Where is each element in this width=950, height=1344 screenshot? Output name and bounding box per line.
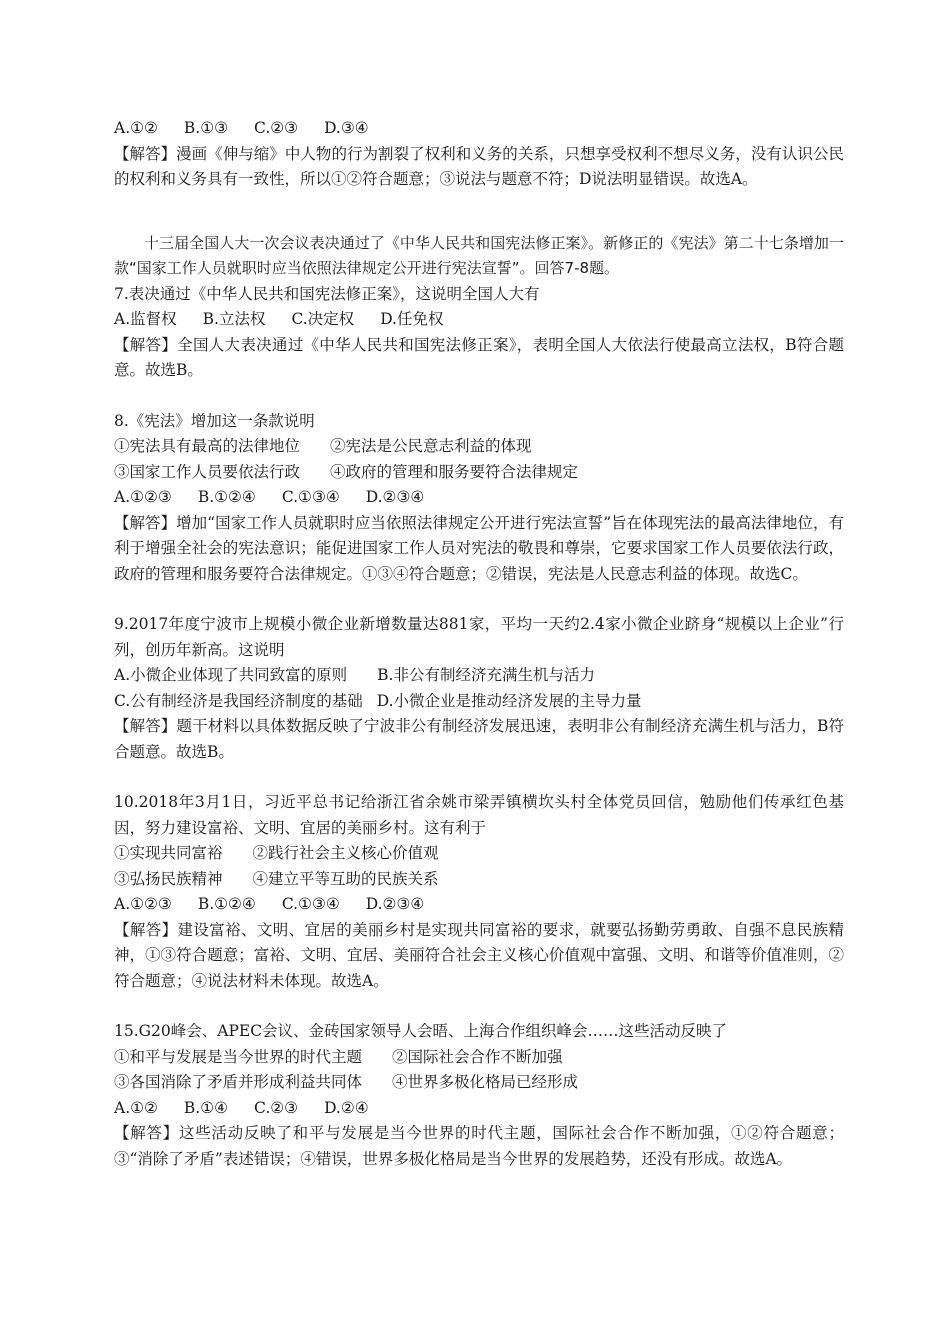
q10-option-a: A.①②③ — [114, 895, 172, 913]
q7-stem: 7.表决通过《中华人民共和国宪法修正案》，这说明全国人大有 — [114, 284, 540, 303]
q8-options — [114, 485, 844, 511]
q8-answer: 【解答】增加“国家工作人员就职时应当依照法律规定公开进行宪法宣誓”旨在体现宪法的最高法律地位，有利于增强全社会的宪法意识；能促进国家工作人员对宪法的敬畏和尊崇，它要求国家工作人员要依法行政，政府的管理和服务要符合法律规定。①③④符合题意；②错误，宪法是人民意志利益的体现。故选C。 — [114, 513, 844, 583]
q8-option-b: B.①②④ — [197, 488, 256, 506]
q7-option-d: D.任免权 — [380, 310, 444, 328]
q9-option-d: D.小微企业是推动经济发展的主导力量 — [376, 691, 642, 710]
q15-items-row-2 — [114, 1070, 844, 1096]
q6-option-a: A.①② — [114, 119, 158, 137]
q7-answer: 【解答】全国人大表决通过《中华人民共和国宪法修正案》，表明全国人大依法行使最高立法权，B符合题意。故选B。 — [114, 335, 844, 379]
q8-option-a: A.①②③ — [114, 488, 172, 506]
q8-item-4: ④政府的管理和服务要符合法律规定 — [330, 462, 579, 481]
q10-items-row-1 — [114, 841, 844, 867]
q8-items-row-1 — [114, 434, 844, 460]
q6-answer: 【解答】漫画《伸与缩》中人物的行为割裂了权利和义务的关系，只想享受权利不想尽义务，没有认识公民的权利和义务具有一致性，所以①②符合题意；③说法与题意不符；D说法明显错误。故选A。 — [114, 144, 844, 188]
q8-option-c: C.①③④ — [281, 488, 340, 506]
q10-answer: 【解答】建设富裕、文明、宜居的美丽乡村是实现共同富裕的要求，就要弘扬勤劳勇敢、自强不息民族精神，①③符合题意；富裕、文明、宜居、美丽符合社会主义核心价值观中富强、文明、和谐等价值准则，②符合题意；④说法材料未体现。故选A。 — [114, 920, 844, 990]
q15-option-d: D.②④ — [324, 1098, 369, 1117]
q10-stem: 10.2018年3月1日，习近平总书记给浙江省余姚市梁弄镇横坎头村全体党员回信，勉励他们传承红色基因，努力建设富裕、文明、宜居的美丽乡村。这有利于 — [114, 793, 844, 837]
q15-items-row-1 — [114, 1045, 844, 1071]
q9-stem: 9.2017年度宁波市上规模小微企业新增数量达881家，平均一天约2.4家小微企业跻身“规模以上企业”行列，创历年新高。这说明 — [114, 615, 844, 659]
q7-option-a: A.监督权 — [114, 310, 177, 328]
q15-item-1: ①和平与发展是当今世界的时代主题 — [114, 1047, 363, 1066]
q10-option-c: C.①③④ — [281, 895, 340, 913]
q8-option-d: D.②③④ — [365, 488, 425, 506]
q9-answer: 【解答】题干材料以具体数据反映了宁波非公有制经济发展迅速，表明非公有制经济充满生机与活力，B符合题意。故选B。 — [114, 717, 844, 761]
q10-options — [114, 892, 844, 918]
q10-item-2: ②践行社会主义核心价值观 — [252, 844, 439, 862]
q9-option-c: C.公有制经济是我国经济制度的基础 — [114, 691, 363, 710]
q10-item-3: ③弘扬民族精神 — [114, 869, 223, 888]
q15-answer: 【解答】这些活动反映了和平与发展是当今世界的时代主题，国际社会合作不断加强，①②符合题意；③“消除了矛盾”表述错误；④错误，世界多极化格局是当今世界的发展趋势，还没有形成。故选A。 — [114, 1124, 844, 1168]
document-content — [114, 116, 844, 1172]
q8-item-1: ①宪法具有最高的法律地位 — [114, 437, 301, 455]
q7-option-b: B.立法权 — [202, 310, 266, 328]
q9-options-row-1 — [114, 663, 844, 689]
q10-items-row-2 — [114, 867, 844, 893]
q8-item-2: ②宪法是公民意志利益的体现 — [330, 437, 532, 455]
q15-item-2: ②国际社会合作不断加强 — [392, 1047, 563, 1066]
q9-options-row-2 — [114, 689, 844, 715]
q8-item-3: ③国家工作人员要依法行政 — [114, 462, 301, 481]
q15-option-c: C.②③ — [254, 1098, 299, 1117]
q10-item-1: ①实现共同富裕 — [114, 844, 223, 862]
q9-option-b: B.非公有制经济充满生机与活力 — [377, 666, 595, 684]
q8-stem: 8.《宪法》增加这一条款说明 — [114, 411, 315, 430]
q7-option-c: C.决定权 — [291, 310, 355, 328]
q15-item-3: ③各国消除了矛盾并形成利益共同体 — [114, 1073, 363, 1091]
q15-item-4: ④世界多极化格局已经形成 — [392, 1073, 579, 1091]
q6-option-d: D.③④ — [324, 119, 369, 137]
q6-options — [114, 116, 844, 142]
q10-option-b: B.①②④ — [197, 895, 256, 913]
q9-option-a: A.小微企业体现了共同致富的原则 — [114, 666, 348, 684]
q7-options — [114, 307, 844, 333]
q7-8-intro: 十三届全国人大一次会议表决通过了《中华人民共和国宪法修正案》。新修正的《宪法》第二十七条增加一款“国家工作人员就职时应当依照法律规定公开进行宪法宣誓”。回答7-8题。 — [114, 233, 844, 277]
q10-option-d: D.②③④ — [365, 895, 425, 913]
q15-option-b: B.①④ — [183, 1098, 229, 1117]
q15-stem: 15.G20峰会、APEC会议、金砖国家领导人会晤、上海合作组织峰会……这些活动反映了 — [114, 1022, 728, 1040]
q8-items-row-2 — [114, 460, 844, 486]
q6-option-c: C.②③ — [254, 119, 299, 137]
q10-item-4: ④建立平等互助的民族关系 — [252, 869, 439, 888]
q15-options — [114, 1096, 844, 1122]
q6-option-b: B.①③ — [183, 119, 229, 137]
q15-option-a: A.①② — [114, 1098, 158, 1117]
